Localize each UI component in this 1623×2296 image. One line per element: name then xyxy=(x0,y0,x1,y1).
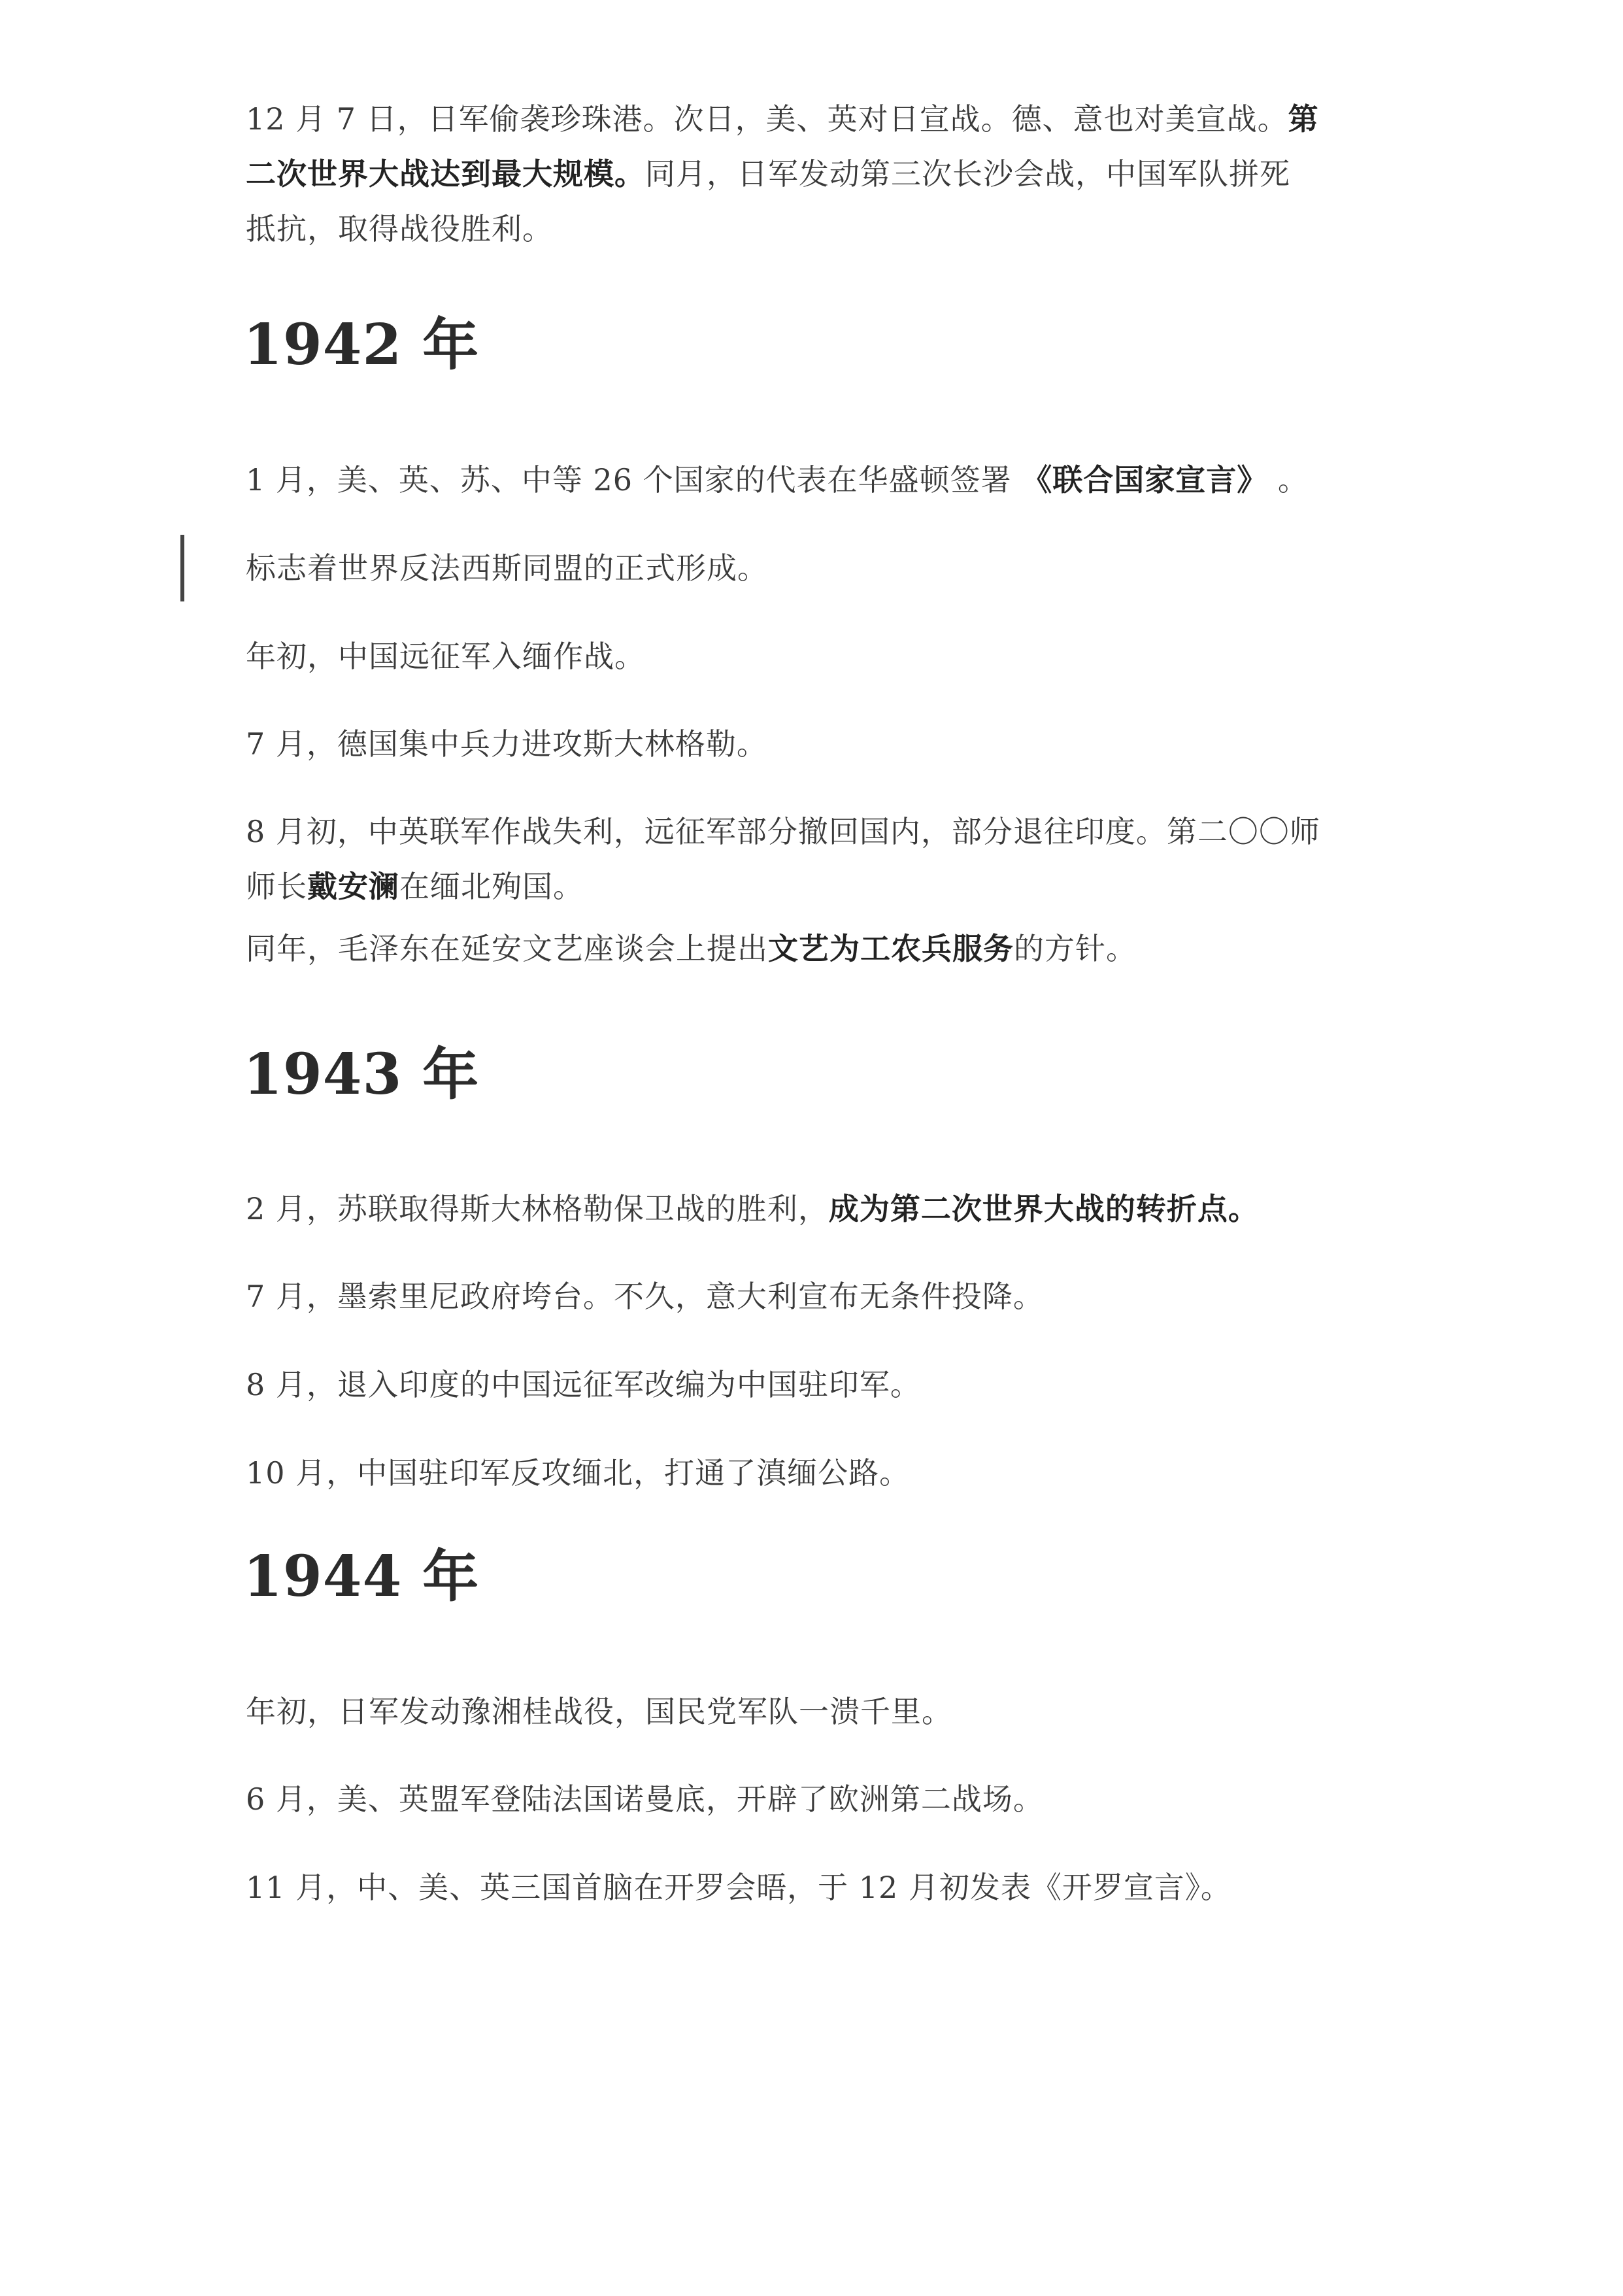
paragraph-1942-burma: 年初，中国远征军入缅作战。 xyxy=(246,639,645,674)
paragraph-1944-ichigo: 年初，日军发动豫湘桂战役，国民党军队一溃千里。 xyxy=(246,1694,952,1729)
blockquote-bar xyxy=(180,535,184,601)
emphasis-text: 《联合国家宣言》 xyxy=(1022,462,1268,498)
text-line: 师长戴安澜在缅北殉国。 xyxy=(246,869,584,904)
heading-1943: 1943 年 xyxy=(243,1041,480,1107)
heading-1942: 1942 年 xyxy=(243,312,480,378)
paragraph-1943-counterattack: 10 月，中国驻印军反攻缅北，打通了滇缅公路。 xyxy=(246,1455,911,1491)
paragraph-1944-cairo: 11 月，中、美、英三国首脑在开罗会晤，于 12 月初发表《开罗宣言》。 xyxy=(246,1870,1231,1905)
paragraph-1943-mussolini: 7 月，墨索里尼政府垮台。不久，意大利宣布无条件投降。 xyxy=(246,1279,1044,1314)
text-line: 抵抗，取得战役胜利。 xyxy=(246,211,553,246)
text-line: 12 月 7 日，日军偷袭珍珠港。次日，美、英对日宣战。德、意也对美宣战。第 xyxy=(246,101,1319,137)
paragraph-1942-stalingrad: 7 月，德国集中兵力进攻斯大林格勒。 xyxy=(246,726,767,762)
emphasis-text: 第 xyxy=(1288,101,1319,137)
paragraph-1943-india: 8 月，退入印度的中国远征军改编为中国驻印军。 xyxy=(246,1367,921,1402)
heading-1944: 1944 年 xyxy=(243,1544,480,1610)
blockquote-text: 标志着世界反法西斯同盟的正式形成。 xyxy=(246,550,768,586)
emphasis-text: 戴安澜 xyxy=(307,869,399,904)
paragraph-1944-normandy: 6 月，美、英盟军登陆法国诺曼底，开辟了欧洲第二战场。 xyxy=(246,1781,1044,1817)
paragraph-1942-retreat xyxy=(246,804,1396,914)
text-line: 二次世界大战达到最大规模。同月，日军发动第三次长沙会战，中国军队拼死 xyxy=(246,156,1290,192)
emphasis-text: 文艺为工农兵服务 xyxy=(768,931,1014,966)
paragraph-pearl-harbor xyxy=(246,92,1396,256)
text-line: 8 月初，中英联军作战失利，远征军部分撤回国内，部分退往印度。第二〇〇师 xyxy=(246,814,1320,849)
paragraph-1942-declaration: 1 月，美、英、苏、中等 26 个国家的代表在华盛顿签署 《联合国家宣言》 。 xyxy=(246,462,1309,498)
paragraph-1943-stalingrad: 2 月，苏联取得斯大林格勒保卫战的胜利，成为第二次世界大战的转折点。 xyxy=(246,1191,1259,1226)
paragraph-1942-yanan: 同年，毛泽东在延安文艺座谈会上提出文艺为工农兵服务的方针。 xyxy=(246,931,1137,966)
emphasis-text: 二次世界大战达到最大规模。 xyxy=(246,156,645,192)
emphasis-text: 成为第二次世界大战的转折点。 xyxy=(828,1191,1259,1226)
